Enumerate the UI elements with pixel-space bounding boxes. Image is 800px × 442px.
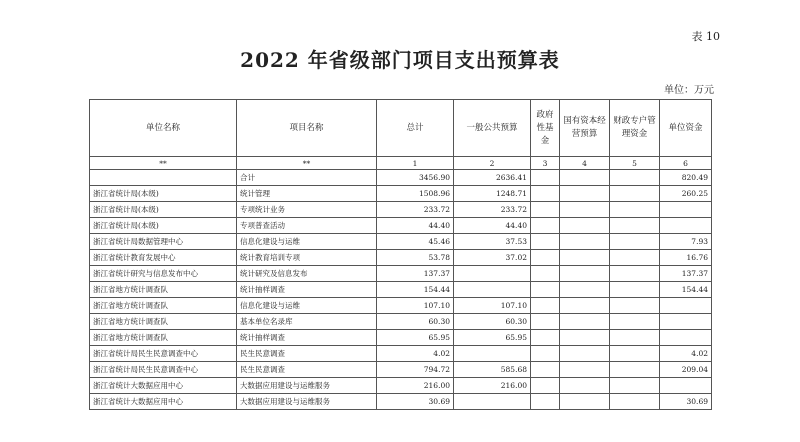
state-capital-cell	[560, 346, 610, 362]
unit-name-cell: 浙江省统计局(本级)	[90, 186, 237, 202]
header-general-budget: 一般公共预算	[454, 100, 531, 157]
special-account-cell	[610, 362, 660, 378]
general-budget-cell	[454, 282, 531, 298]
gov-fund-cell	[531, 186, 560, 202]
total-cell: 65.95	[377, 330, 454, 346]
header-row	[90, 100, 712, 157]
state-capital-cell	[560, 170, 610, 186]
table-row	[90, 378, 712, 394]
unit-name-cell: 浙江省统计局民生民意调查中心	[90, 362, 237, 378]
table-row	[90, 170, 712, 186]
index-cell: 5	[610, 157, 660, 170]
state-capital-cell	[560, 362, 610, 378]
unit-name-cell: 浙江省统计局(本级)	[90, 202, 237, 218]
unit-fund-cell: 4.02	[660, 346, 712, 362]
unit-fund-cell: 209.04	[660, 362, 712, 378]
unit-fund-cell: 820.49	[660, 170, 712, 186]
special-account-cell	[610, 218, 660, 234]
total-cell: 3456.90	[377, 170, 454, 186]
unit-name-cell: 浙江省统计局(本级)	[90, 218, 237, 234]
gov-fund-cell	[531, 170, 560, 186]
special-account-cell	[610, 330, 660, 346]
general-budget-cell: 37.02	[454, 250, 531, 266]
special-account-cell	[610, 234, 660, 250]
state-capital-cell	[560, 266, 610, 282]
special-account-cell	[610, 202, 660, 218]
gov-fund-cell	[531, 314, 560, 330]
unit-label: 单位：万元	[664, 85, 714, 96]
unit-name-cell: 浙江省统计教育发展中心	[90, 250, 237, 266]
unit-fund-cell	[660, 202, 712, 218]
state-capital-cell	[560, 330, 610, 346]
special-account-cell	[610, 378, 660, 394]
table-row	[90, 314, 712, 330]
total-cell: 30.69	[377, 394, 454, 410]
unit-name-cell: 浙江省地方统计调查队	[90, 298, 237, 314]
project-name-cell: 大数据应用建设与运维服务	[237, 394, 377, 410]
general-budget-cell	[454, 266, 531, 282]
index-cell: 4	[560, 157, 610, 170]
gov-fund-cell	[531, 362, 560, 378]
table-number: 表 10	[691, 30, 720, 43]
project-name-cell: 专项统计业务	[237, 202, 377, 218]
general-budget-cell	[454, 394, 531, 410]
total-cell: 216.00	[377, 378, 454, 394]
table-row	[90, 234, 712, 250]
header-unit-fund: 单位资金	[660, 100, 712, 157]
total-cell: 1508.96	[377, 186, 454, 202]
special-account-cell	[610, 282, 660, 298]
state-capital-cell	[560, 314, 610, 330]
state-capital-cell	[560, 378, 610, 394]
state-capital-cell	[560, 234, 610, 250]
gov-fund-cell	[531, 330, 560, 346]
table-row	[90, 394, 712, 410]
total-cell: 60.30	[377, 314, 454, 330]
header-unit-name: 单位名称	[90, 100, 237, 157]
project-name-cell: 统计管理	[237, 186, 377, 202]
total-cell: 45.46	[377, 234, 454, 250]
special-account-cell	[610, 314, 660, 330]
project-name-cell: 合计	[237, 170, 377, 186]
general-budget-cell: 2636.41	[454, 170, 531, 186]
special-account-cell	[610, 250, 660, 266]
general-budget-cell: 44.40	[454, 218, 531, 234]
unit-fund-cell: 16.76	[660, 250, 712, 266]
unit-name-cell: 浙江省统计大数据应用中心	[90, 378, 237, 394]
special-account-cell	[610, 186, 660, 202]
unit-fund-cell: 137.37	[660, 266, 712, 282]
project-name-cell: 统计研究及信息发布	[237, 266, 377, 282]
project-name-cell: 信息化建设与运维	[237, 298, 377, 314]
total-cell: 154.44	[377, 282, 454, 298]
index-cell: **	[237, 157, 377, 170]
unit-name-cell: 浙江省统计大数据应用中心	[90, 394, 237, 410]
gov-fund-cell	[531, 202, 560, 218]
unit-fund-cell	[660, 314, 712, 330]
state-capital-cell	[560, 250, 610, 266]
state-capital-cell	[560, 394, 610, 410]
header-total: 总计	[377, 100, 454, 157]
project-name-cell: 统计抽样调查	[237, 330, 377, 346]
project-name-cell: 民生民意调查	[237, 346, 377, 362]
state-capital-cell	[560, 186, 610, 202]
page-title: 2022 年省级部门项目支出预算表	[240, 48, 560, 72]
unit-name-cell: 浙江省地方统计调查队	[90, 314, 237, 330]
total-cell: 137.37	[377, 266, 454, 282]
special-account-cell	[610, 170, 660, 186]
gov-fund-cell	[531, 298, 560, 314]
table-row	[90, 250, 712, 266]
state-capital-cell	[560, 218, 610, 234]
index-cell: 3	[531, 157, 560, 170]
unit-fund-cell: 260.25	[660, 186, 712, 202]
gov-fund-cell	[531, 250, 560, 266]
header-gov-fund: 政府性基金	[531, 100, 560, 157]
general-budget-cell: 233.72	[454, 202, 531, 218]
special-account-cell	[610, 266, 660, 282]
unit-name-cell: 浙江省地方统计调查队	[90, 282, 237, 298]
gov-fund-cell	[531, 266, 560, 282]
total-cell: 107.10	[377, 298, 454, 314]
general-budget-cell: 216.00	[454, 378, 531, 394]
header-project-name: 项目名称	[237, 100, 377, 157]
unit-name-cell	[90, 170, 237, 186]
state-capital-cell	[560, 202, 610, 218]
unit-fund-cell: 30.69	[660, 394, 712, 410]
special-account-cell	[610, 298, 660, 314]
index-cell: 2	[454, 157, 531, 170]
project-name-cell: 专项普查活动	[237, 218, 377, 234]
table-row	[90, 330, 712, 346]
unit-fund-cell: 154.44	[660, 282, 712, 298]
general-budget-cell: 37.53	[454, 234, 531, 250]
index-cell: 6	[660, 157, 712, 170]
state-capital-cell	[560, 298, 610, 314]
project-name-cell: 基本单位名录库	[237, 314, 377, 330]
gov-fund-cell	[531, 218, 560, 234]
table-row	[90, 218, 712, 234]
unit-fund-cell	[660, 330, 712, 346]
total-cell: 44.40	[377, 218, 454, 234]
gov-fund-cell	[531, 346, 560, 362]
general-budget-cell	[454, 346, 531, 362]
header-special-account: 财政专户管理资金	[610, 100, 660, 157]
unit-name-cell: 浙江省统计研究与信息发布中心	[90, 266, 237, 282]
table-row	[90, 346, 712, 362]
state-capital-cell	[560, 282, 610, 298]
table-row	[90, 266, 712, 282]
gov-fund-cell	[531, 234, 560, 250]
project-name-cell: 民生民意调查	[237, 362, 377, 378]
table-row	[90, 298, 712, 314]
unit-fund-cell	[660, 298, 712, 314]
general-budget-cell: 60.30	[454, 314, 531, 330]
table-row	[90, 362, 712, 378]
gov-fund-cell	[531, 282, 560, 298]
table-row	[90, 282, 712, 298]
total-cell: 53.78	[377, 250, 454, 266]
total-cell: 794.72	[377, 362, 454, 378]
unit-name-cell: 浙江省统计局民生民意调查中心	[90, 346, 237, 362]
project-name-cell: 信息化建设与运维	[237, 234, 377, 250]
general-budget-cell: 585.68	[454, 362, 531, 378]
unit-fund-cell: 7.93	[660, 234, 712, 250]
project-name-cell: 统计抽样调查	[237, 282, 377, 298]
budget-table	[89, 99, 712, 410]
unit-fund-cell	[660, 218, 712, 234]
general-budget-cell: 65.95	[454, 330, 531, 346]
gov-fund-cell	[531, 378, 560, 394]
index-cell: 1	[377, 157, 454, 170]
header-state-capital: 国有资本经营预算	[560, 100, 610, 157]
total-cell: 233.72	[377, 202, 454, 218]
index-row	[90, 157, 712, 170]
unit-fund-cell	[660, 378, 712, 394]
unit-name-cell: 浙江省地方统计调查队	[90, 330, 237, 346]
project-name-cell: 统计教育培训专项	[237, 250, 377, 266]
total-cell: 4.02	[377, 346, 454, 362]
project-name-cell: 大数据应用建设与运维服务	[237, 378, 377, 394]
table-row	[90, 186, 712, 202]
special-account-cell	[610, 394, 660, 410]
general-budget-cell: 107.10	[454, 298, 531, 314]
general-budget-cell: 1248.71	[454, 186, 531, 202]
special-account-cell	[610, 346, 660, 362]
table-row	[90, 202, 712, 218]
unit-name-cell: 浙江省统计局数据管理中心	[90, 234, 237, 250]
index-cell: **	[90, 157, 237, 170]
gov-fund-cell	[531, 394, 560, 410]
